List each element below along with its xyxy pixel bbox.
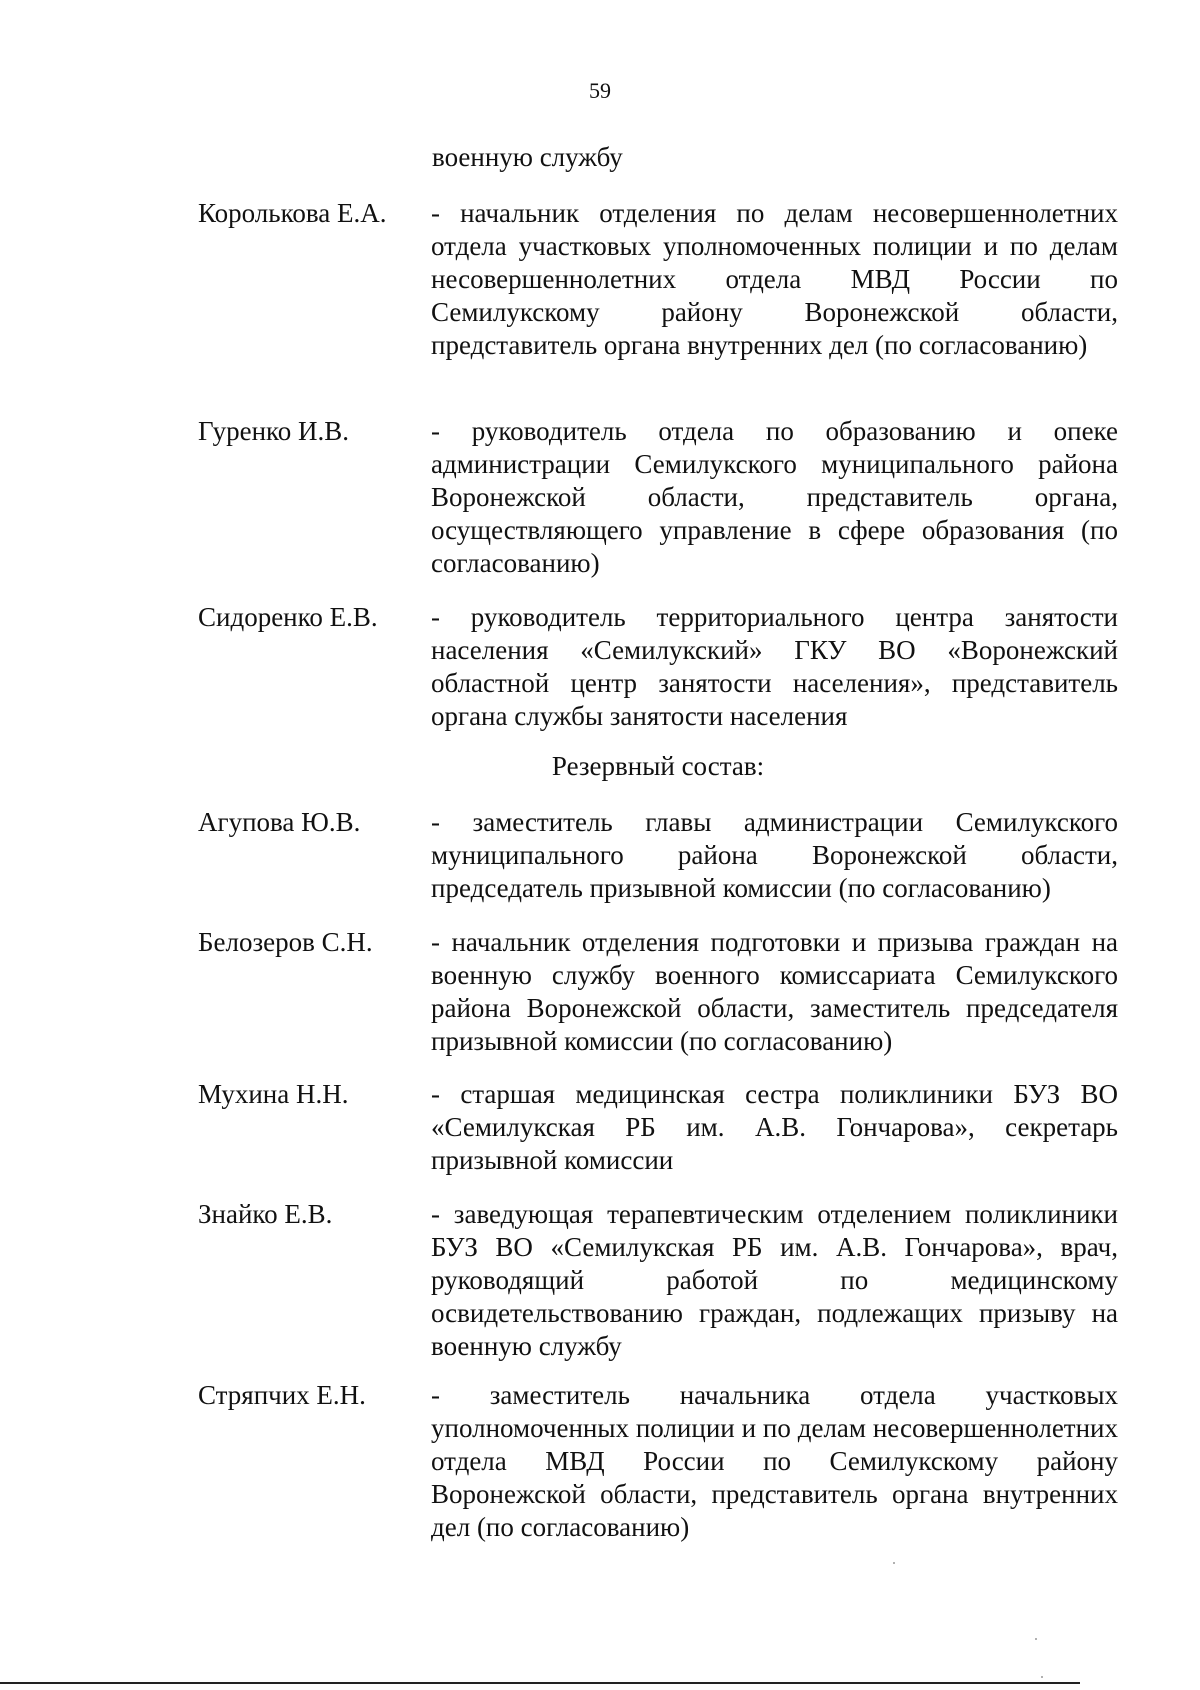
continuation-text: военную службу bbox=[432, 142, 623, 172]
member-name: Агупова Ю.В. bbox=[198, 807, 361, 837]
scan-speck bbox=[1035, 1638, 1037, 1640]
member-name: Королькова Е.А. bbox=[198, 198, 387, 228]
member-role: - начальник отделения подготовки и призыва граждан на военную службу военного комиссариата Семилукского района Воронежской области, заместитель председателя призывной комиссии (по согласованию) bbox=[431, 927, 1118, 1056]
member-name: Знайко Е.В. bbox=[198, 1199, 333, 1229]
page-number: 59 bbox=[589, 78, 611, 103]
member-name: Стряпчих Е.Н. bbox=[198, 1380, 366, 1410]
member-name: Гуренко И.В. bbox=[198, 416, 350, 446]
member-role: - заведующая терапевтическим отделением поликлиники БУЗ ВО «Семилукская РБ им. А.В. Гончарова», врач, руководящий работой по медицинскому освидетельствованию граждан, подлежащих призыву на военную службу bbox=[431, 1199, 1118, 1361]
member-role: - начальник отделения по делам несовершеннолетних отдела участковых уполномоченных полиции и по делам несовершеннолетних отдела МВД России по Семилукскому району Воронежской области, представитель органа внутренних дел (по согласованию) bbox=[431, 198, 1118, 360]
member-role: - руководитель территориального центра занятости населения «Семилукский» ГКУ ВО «Воронежский областной центр занятости населения», представитель органа службы занятости населения bbox=[431, 602, 1118, 731]
bottom-rule bbox=[0, 1682, 1080, 1684]
member-name: Белозеров С.Н. bbox=[198, 927, 373, 957]
member-role: - заместитель начальника отдела участковых уполномоченных полиции и по делам несовершеннолетних отдела МВД России по Семилукскому району Воронежской области, представитель органа внутренних дел (по согласованию) bbox=[431, 1380, 1118, 1542]
reserve-heading: Резервный состав: bbox=[551, 751, 765, 781]
member-role: - заместитель главы администрации Семилукского муниципального района Воронежской области, председатель призывной комиссии (по согласованию) bbox=[431, 807, 1118, 903]
member-role: - руководитель отдела по образованию и опеке администрации Семилукского муниципального района Воронежской области, представитель органа, осуществляющего управление в сфере образования (по согласованию) bbox=[431, 416, 1118, 578]
member-name: Мухина Н.Н. bbox=[198, 1079, 349, 1109]
member-name: Сидоренко Е.В. bbox=[198, 602, 378, 632]
scan-speck bbox=[1041, 1676, 1043, 1678]
scan-speck bbox=[893, 1562, 895, 1564]
member-role: - старшая медицинская сестра поликлиники БУЗ ВО «Семилукская РБ им. А.В. Гончарова», секретарь призывной комиссии bbox=[431, 1079, 1118, 1175]
